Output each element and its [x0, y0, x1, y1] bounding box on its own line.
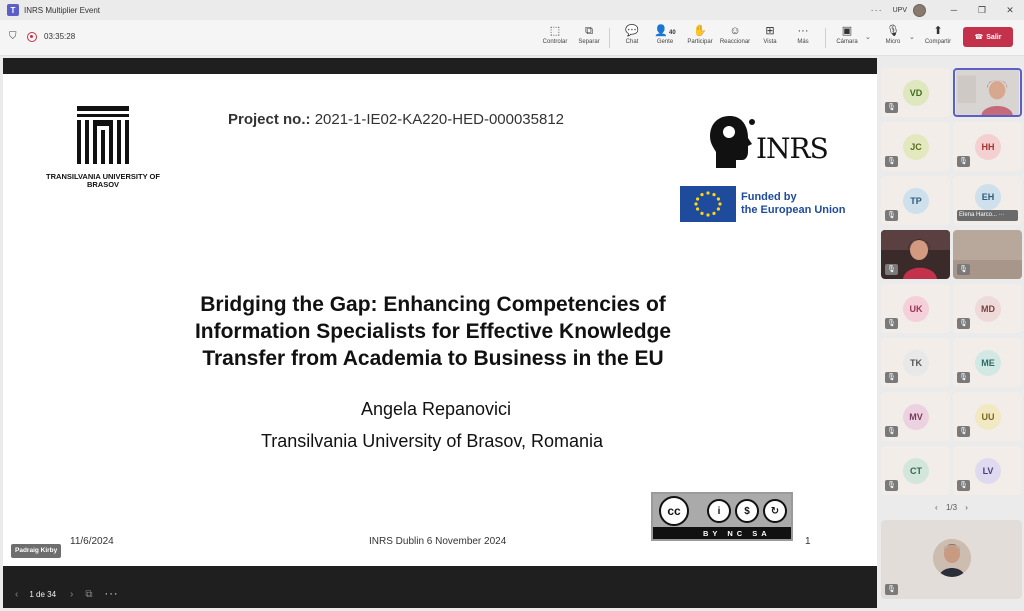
participant-gallery: [879, 58, 1024, 611]
participant-tile[interactable]: [881, 122, 950, 171]
mic-button[interactable]: 🎙 Micro: [885, 25, 901, 45]
slide-grid-icon[interactable]: ⧉: [85, 588, 93, 600]
presenter-name-tag: Padraig Kirby: [11, 544, 61, 558]
more-options-icon[interactable]: ···: [870, 5, 883, 15]
participant-avatar: MV: [903, 404, 929, 430]
participant-avatar: UU: [975, 404, 1001, 430]
participant-avatar: JC: [903, 134, 929, 160]
slide-page-indicator: 1 de 34: [29, 589, 57, 599]
close-icon[interactable]: ✕: [1006, 4, 1014, 15]
participant-avatar: TK: [903, 350, 929, 376]
participant-tile[interactable]: [953, 338, 1022, 387]
participant-tile[interactable]: [881, 284, 950, 333]
license-text: BY NC SA: [703, 529, 771, 538]
maximize-icon[interactable]: ❐: [977, 4, 987, 15]
participant-tile[interactable]: [953, 446, 1022, 495]
cc-icon: cc: [659, 496, 689, 526]
participant-name-label: Elena Harco... ···: [957, 210, 1018, 221]
ellipsis-icon: ···: [797, 25, 809, 37]
hang-up-icon: ☎: [974, 34, 984, 41]
participant-tile[interactable]: [881, 338, 950, 387]
mic-options-chevron-icon[interactable]: ⌄: [909, 34, 915, 41]
profile-avatar[interactable]: [913, 4, 926, 17]
mic-off-icon: 🎙: [957, 318, 970, 329]
participant-avatar: TP: [903, 188, 929, 214]
mic-off-icon: 🎙: [885, 318, 898, 329]
participant-video-tile[interactable]: [953, 68, 1022, 117]
camera-options-chevron-icon[interactable]: ⌄: [865, 34, 871, 41]
camera-off-icon: ▣: [841, 25, 853, 37]
toolbar-divider: [609, 28, 610, 48]
gallery-next-icon[interactable]: ›: [965, 503, 968, 512]
participant-avatar: EH: [975, 184, 1001, 210]
gallery-previous-icon[interactable]: ‹: [935, 503, 938, 512]
grid-view-icon: ⊞: [765, 25, 775, 37]
eu-funded-line-2: the European Union: [741, 204, 846, 216]
participant-tile[interactable]: [953, 284, 1022, 333]
participant-more-icon[interactable]: ···: [998, 212, 1005, 218]
slide-navigation-bar: [3, 580, 877, 608]
meeting-toolbar: [0, 20, 1024, 56]
university-name: TRANSILVANIA UNIVERSITY OF BRASOV: [46, 172, 160, 189]
shared-content-stage: [3, 58, 877, 608]
mic-off-icon: 🎙: [886, 25, 900, 37]
participant-avatar: VD: [903, 80, 929, 106]
attribution-icon: i: [707, 499, 731, 523]
slide-affiliation: Transilvania University of Brasov, Romania: [260, 431, 604, 451]
participant-tile[interactable]: [881, 446, 950, 495]
mic-off-icon: 🎙: [957, 426, 970, 437]
slide-footer-date: 11/6/2024: [70, 536, 114, 547]
share-button[interactable]: ⬆ Compartir: [924, 25, 952, 45]
pop-out-icon: ⧉: [585, 25, 593, 37]
mic-off-icon: 🎙: [885, 584, 898, 595]
smiley-icon: ☺: [729, 25, 741, 37]
sharealike-icon: ↻: [763, 499, 787, 523]
hand-icon: ✋: [693, 25, 707, 37]
organization-label: UPV: [892, 6, 907, 14]
university-emblem-icon: [73, 106, 133, 166]
react-button[interactable]: ☺ Reaccionar: [719, 25, 751, 45]
people-icon: 👤40: [654, 25, 676, 37]
slide-footer-event: INRS Dublin 6 November 2024: [369, 536, 507, 547]
creative-commons-license-badge: [651, 492, 793, 541]
mic-off-icon: 🎙: [885, 102, 898, 113]
mic-off-icon: 🎙: [885, 210, 898, 221]
participant-avatar: MD: [975, 296, 1001, 322]
shield-icon[interactable]: ⛉: [9, 31, 17, 42]
participant-video-tile[interactable]: [953, 230, 1022, 279]
mic-off-icon: 🎙: [957, 480, 970, 491]
inrs-logo: [708, 114, 833, 182]
recording-icon: [27, 32, 37, 42]
meeting-timer: 03:35:28: [44, 32, 76, 41]
next-slide-icon[interactable]: ›: [70, 588, 74, 600]
people-button[interactable]: 👤40 Gente: [654, 25, 676, 45]
participant-tile[interactable]: [953, 122, 1022, 171]
participant-avatar: CT: [903, 458, 929, 484]
mic-off-icon: 🎙: [957, 156, 970, 167]
leave-button[interactable]: ☎ Salir: [963, 27, 1013, 47]
university-logo: [46, 106, 160, 189]
mic-off-icon: 🎙: [957, 372, 970, 383]
participant-video-tile[interactable]: [881, 230, 950, 279]
slide-title: Bridging the Gap: Enhancing Competencies of Information Specialists for Effective Knowledge Transfer from Academia to Business in the EU: [194, 293, 672, 370]
self-video: [933, 539, 971, 577]
teams-logo-icon: T: [7, 4, 19, 16]
participant-tile[interactable]: [953, 176, 1022, 225]
minimize-icon[interactable]: ─: [950, 5, 958, 15]
toolbar-divider: [825, 28, 826, 48]
chat-icon: 💬: [625, 25, 639, 37]
participant-avatar: HH: [975, 134, 1001, 160]
window-title: INRS Multiplier Event: [24, 5, 101, 15]
gallery-page-label: 1/3: [945, 503, 958, 512]
self-video-tile[interactable]: [881, 520, 1022, 599]
participant-avatar: UK: [903, 296, 929, 322]
slide-footer-page-number: 1: [805, 536, 811, 547]
pop-out-button[interactable]: ⧉ Separar: [578, 25, 600, 45]
previous-slide-icon[interactable]: ‹: [15, 588, 19, 600]
gallery-pager: [879, 503, 1024, 512]
camera-button[interactable]: ▣ Cámara: [836, 25, 858, 45]
more-button[interactable]: ··· Más: [797, 25, 809, 45]
mic-off-icon: 🎙: [885, 426, 898, 437]
mic-off-icon: 🎙: [885, 480, 898, 491]
slide-author: Angela Repanovici: [360, 399, 512, 419]
raise-hand-button[interactable]: ✋ Participar: [687, 25, 713, 45]
participant-tile[interactable]: [881, 392, 950, 441]
take-control-icon: ⬚: [549, 25, 561, 37]
slide-more-options-icon[interactable]: ···: [104, 588, 119, 600]
eu-flag-icon: [680, 186, 736, 222]
chat-button[interactable]: 💬 Chat: [625, 25, 639, 45]
inrs-logo-text: INRS: [756, 132, 828, 165]
take-control-button[interactable]: ⬚ Controlar: [542, 25, 568, 45]
noncommercial-icon: $: [735, 499, 759, 523]
mic-off-icon: 🎙: [885, 264, 898, 275]
mic-off-icon: 🎙: [957, 264, 970, 275]
head-puzzle-icon: [708, 114, 758, 172]
project-number: Project no.: 2021-1-IE02-KA220-HED-000035812: [228, 111, 565, 128]
participant-avatar: LV: [975, 458, 1001, 484]
participant-tile[interactable]: [881, 176, 950, 225]
eu-funded-line-1: Funded by: [741, 191, 797, 203]
participant-tile[interactable]: [881, 68, 950, 117]
title-bar: [0, 0, 1024, 20]
people-count: 40: [669, 30, 676, 36]
share-icon: ⬆: [933, 25, 943, 37]
mic-off-icon: 🎙: [885, 156, 898, 167]
participant-avatar: ME: [975, 350, 1001, 376]
eu-funding-badge: [680, 186, 866, 222]
view-button[interactable]: ⊞ Vista: [763, 25, 777, 45]
mic-off-icon: 🎙: [885, 372, 898, 383]
presentation-slide: [3, 74, 877, 566]
participant-video: [955, 70, 1020, 115]
participant-tile[interactable]: [953, 392, 1022, 441]
